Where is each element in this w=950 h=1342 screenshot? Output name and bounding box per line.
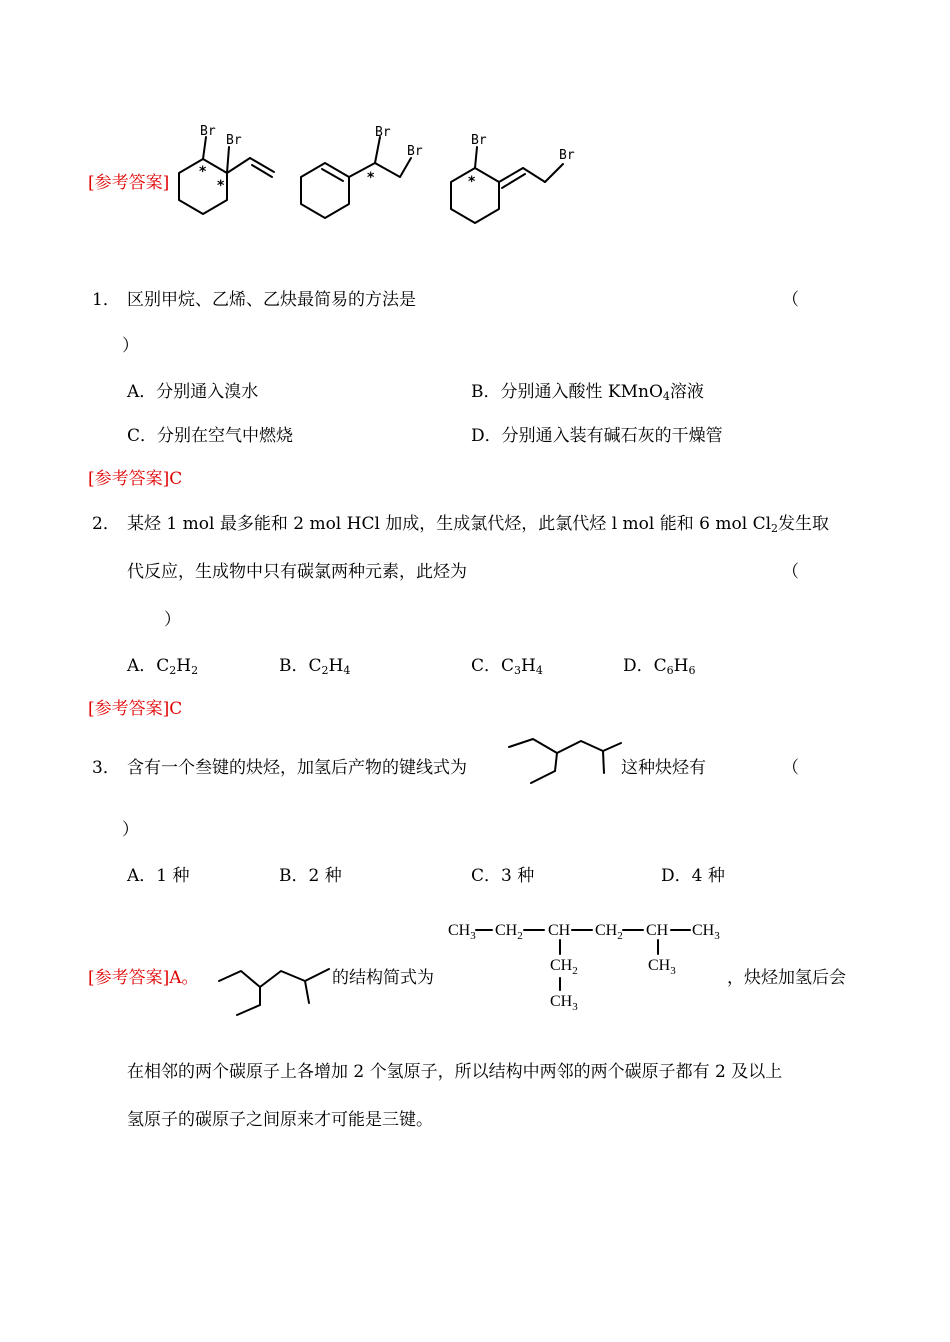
q1-option-c: C．分别在空气中燃烧 (127, 426, 294, 446)
q2-paren-close: ） (164, 610, 181, 630)
q1-stem: 区别甲烷、乙烯、乙炔最简易的方法是 (127, 290, 416, 310)
q1-paren-close: ） (122, 336, 139, 356)
q1-paren-open: （ (782, 290, 799, 310)
q3-answer: [参考答案]A。 (88, 968, 199, 988)
svg-text:CH2: $CH_2$ (550, 957, 578, 977)
svg-text:CH: CH (548, 922, 571, 939)
q2-stem-line2: 代反应，生成物中只有碳氯两种元素，此烃为 (127, 562, 467, 582)
chiral-star: * (199, 164, 207, 180)
q3-option-b: B．2 种 (279, 866, 342, 886)
q3-explain-line3: 氢原子的碳原子之间原来才可能是三键。 (127, 1110, 433, 1130)
q2-option-c: C．$C_3H_4$ (471, 656, 543, 677)
br-label: Br (200, 124, 216, 139)
answer-label-structures: [参考答案] (88, 173, 170, 193)
chiral-star: * (468, 174, 476, 190)
q2-number: 2． (92, 514, 120, 534)
svg-text:CH3: $CH_3$ (448, 922, 476, 942)
cyclohexenyl-dibromoethane-structure (295, 120, 435, 220)
q3-explain-mid: 的结构简式为 (332, 968, 434, 988)
skeletal-formula-answer (215, 963, 335, 1018)
q1-option-b: B．分别通入酸性 KMnO$_4$溶液 (471, 382, 704, 403)
dibromo-vinylcyclohexane-structure (175, 120, 285, 220)
svg-text:CH2: $CH_2$ (595, 922, 623, 942)
q2-answer: [参考答案]C (88, 699, 183, 719)
q1-answer: [参考答案]C (88, 469, 183, 489)
q2-option-d: D．$C_6H_6$ (623, 656, 696, 677)
svg-text:CH3: $CH_3$ (550, 993, 578, 1013)
q3-option-c: C．3 种 (471, 866, 535, 886)
condensed-structural-formula (446, 912, 736, 1012)
bromo-bromoethylidene-cyclohexane-structure (445, 120, 585, 225)
q2-option-a: A．$C_2H_2$ (127, 656, 199, 677)
br-label: Br (375, 125, 391, 140)
q3-explain-line2: 在相邻的两个碳原子上各增加 2 个氢原子，所以结构中两邻的两个碳原子都有 2 及以上 (127, 1062, 783, 1082)
q3-paren-open: （ (782, 758, 799, 778)
q3-stem-prefix: 含有一个叁键的炔烃，加氢后产物的键线式为 (127, 758, 467, 778)
br-label: Br (226, 133, 242, 148)
br-label: Br (471, 133, 487, 148)
svg-text:CH3: $CH_3$ (648, 957, 676, 977)
q1-option-a: A．分别通入溴水 (127, 382, 259, 402)
q3-number: 3． (92, 758, 120, 778)
skeletal-formula-question (505, 735, 625, 790)
br-label: Br (559, 148, 575, 163)
q1-number: 1． (92, 290, 120, 310)
q2-stem-line1: 某烃 1 mol 最多能和 2 mol HCl 加成，生成氯代烃，此氯代烃 l mol 能和 6 mol $Cl_2$发生取 (127, 514, 830, 535)
svg-text:CH2: $CH_2$ (495, 922, 523, 942)
q3-option-a: A．1 种 (127, 866, 190, 886)
q2-option-b: B．$C_2H_4$ (279, 656, 351, 677)
chiral-star: * (217, 178, 225, 194)
chiral-star: * (367, 170, 375, 186)
q3-option-d: D．4 种 (661, 866, 725, 886)
q1-option-d: D．分别通入装有碱石灰的干燥管 (471, 426, 723, 446)
q3-stem-suffix: 这种炔烃有 (621, 758, 706, 778)
svg-text:CH: CH (646, 922, 669, 939)
br-label: Br (407, 144, 423, 159)
q3-explain-tail: ，炔烃加氢后会 (727, 968, 846, 988)
q3-paren-close: ） (122, 820, 139, 840)
q2-paren-open: （ (782, 562, 799, 582)
svg-text:CH3: $CH_3$ (692, 922, 720, 942)
